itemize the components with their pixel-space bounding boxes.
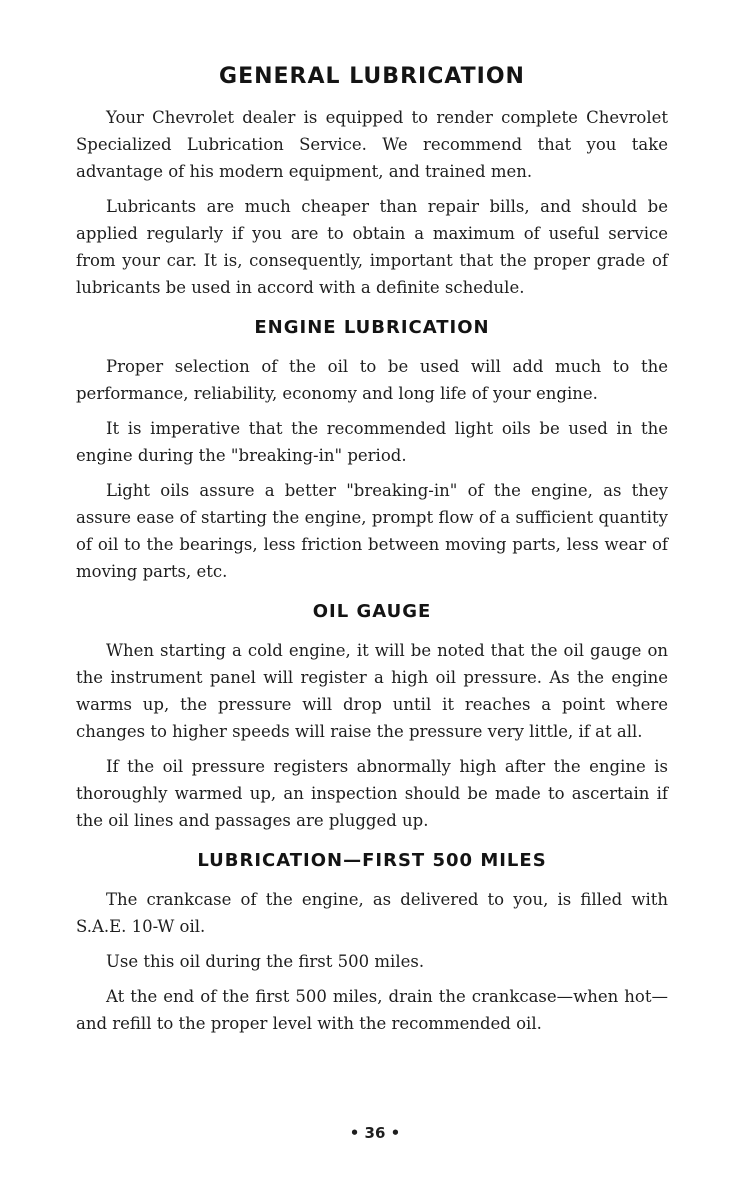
paragraph: It is imperative that the recommended light oils be used in the engine during the "breaking-in" period. <box>76 419 668 465</box>
section-oil-gauge <box>76 599 668 834</box>
manual-page <box>76 62 668 1045</box>
paragraph: Your Chevrolet dealer is equipped to render complete Chevrolet Specialized Lubrication Service. We recommend that you take advantage of his modern equipment, and trained men. <box>76 108 668 181</box>
paragraph: At the end of the first 500 miles, drain the crankcase—when hot—and refill to the proper level with the recommended oil. <box>76 987 668 1033</box>
section-heading: GENERAL LUBRICATION <box>219 64 525 89</box>
paragraph: Light oils assure a better "breaking-in" of the engine, as they assure ease of starting the engine, prompt flow of a sufficient quantity of oil to the bearings, less friction between moving parts, less wear of moving parts, etc. <box>76 481 668 581</box>
section-heading: OIL GAUGE <box>312 601 432 622</box>
section-engine-lubrication <box>76 315 668 585</box>
paragraph: Lubricants are much cheaper than repair bills, and should be applied regularly if you are to obtain a maximum of useful service from your car. It is, consequently, important that the proper grade of lubricants be used in accord with a definite schedule. <box>76 197 668 297</box>
paragraph: Use this oil during the first 500 miles. <box>106 952 425 971</box>
paragraph: Proper selection of the oil to be used will add much to the performance, reliability, economy and long life of your engine. <box>76 357 668 403</box>
paragraph: The crankcase of the engine, as delivered to you, is filled with S.A.E. 10-W oil. <box>76 890 668 936</box>
section-first-500-miles <box>76 848 668 1037</box>
section-general-lubrication <box>76 62 668 301</box>
section-heading: LUBRICATION—FIRST 500 MILES <box>197 850 547 871</box>
paragraph: If the oil pressure registers abnormally high after the engine is thoroughly warmed up, an inspection should be made to ascertain if the oil lines and passages are plugged up. <box>76 757 668 830</box>
section-heading: ENGINE LUBRICATION <box>254 317 490 338</box>
page-number: • 36 • <box>349 1124 401 1142</box>
paragraph: When starting a cold engine, it will be noted that the oil gauge on the instrument panel will register a high oil pressure. As the engine warms up, the pressure will drop until it reaches a point where changes to higher speeds will raise the pressure very little, if at all. <box>76 641 668 741</box>
